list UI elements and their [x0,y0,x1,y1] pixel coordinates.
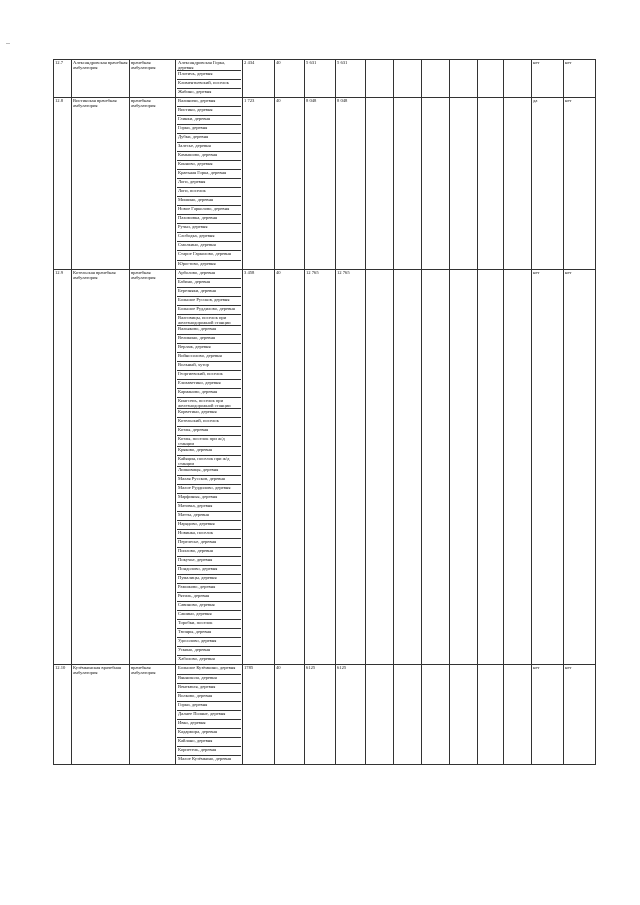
scan-mark [6,43,10,44]
table-row [54,665,596,765]
settlement-item: Краеьная Горка, деревня [177,170,241,179]
settlement-item: Верлаж, деревня [177,344,241,353]
flag-value-1: нет [532,269,564,665]
empty-cell [366,269,394,665]
visits-value-a: 12 765 [305,269,336,665]
settlement-item: Кайяцин, поселок при ж/д станции [177,456,241,467]
plan-value: 40 [275,60,305,98]
facility-name: Вистинская врачебная амбулатория [72,98,130,270]
visits-value-a: 5 631 [305,60,336,98]
settlement-item: Вальяково, деревня [177,326,241,335]
empty-cell [366,60,394,98]
settlement-item: Пондолово, деревня [177,566,241,575]
visits-value-b: 12 765 [336,269,366,665]
settlement-item: Матты, деревня [177,512,241,521]
settlement-item: Вистино, деревня [177,107,241,116]
flag-value-2: нет [564,98,596,270]
settlement-item: Карманово, деревня [177,389,241,398]
settlement-item: Вольный, хутор [177,362,241,371]
flag-value-1: нет [532,665,564,765]
flag-value-1: да [532,98,564,270]
empty-cell [504,665,532,765]
population-value: 2 434 [243,60,275,98]
settlement-item: Александровская Горка, деревня [177,60,241,71]
flag-value-2: нет [564,665,596,765]
settlement-item: Нарядово, деревня [177,521,241,530]
settlement-item: Плотичь, деревня [177,71,241,80]
facility-name: Котельская врачебная амбулатория [72,269,130,665]
plan-value: 40 [275,98,305,270]
settlement-item: Малое Кузёмкино, деревня [178,755,231,761]
plan-value: 40 [275,665,305,765]
settlement-item: Бабино, деревня [177,278,241,287]
settlement-item: Большое Руссков, деревня [177,296,241,305]
population-value: 1 723 [243,98,275,270]
settlement-item: Жабино, деревня [178,89,212,94]
empty-cell [450,665,478,765]
empty-cell [394,60,422,98]
visits-value-a: 6125 [305,665,336,765]
table-row [54,60,596,98]
settlement-list [176,665,243,765]
empty-cell [394,98,422,270]
facility-table [53,59,596,765]
settlement-item: Слободка, деревня [177,233,241,242]
settlement-item: Вяннокола, деревня [177,674,241,683]
visits-value-b: 6125 [336,665,366,765]
settlement-item: Котлы, деревня [177,427,241,436]
settlement-item: Кряково, деревня [177,447,241,456]
settlement-item: Матовка, деревня [177,503,241,512]
settlement-item: Мишино, деревня [177,197,241,206]
row-number: 12.8 [54,98,72,270]
settlement-item: Великино, деревня [177,335,241,344]
settlement-item: Валиничи, деревня [177,98,241,107]
visits-value-b: 8 048 [336,98,366,270]
settlement-item: Котельский, поселок [177,418,241,427]
settlement-item: Старое Гарколово, деревня [177,251,241,261]
settlement-item: Котлы, поселок при ж/д станции [177,436,241,447]
empty-cell [422,665,450,765]
settlement-item: Георгиевский, поселок [177,371,241,380]
row-number: 12.9 [54,269,72,665]
settlement-item: Большое Руддилово, деревня [177,305,241,315]
settlement-item: Корветино, деревня [177,409,241,418]
empty-cell [394,269,422,665]
empty-cell [422,269,450,665]
empty-cell [450,269,478,665]
settlement-item: Березняки, деревня [177,287,241,296]
empty-cell [450,98,478,270]
settlement-item: Глинки, деревня [177,116,241,125]
settlement-list [176,60,243,98]
empty-cell [450,60,478,98]
settlement-item: Валговицы, поселок при железнодорожной станции [177,315,241,326]
settlement-list [176,98,243,270]
settlement-item: Марфиньы, деревня [177,494,241,503]
facility-type: врачебная амбулатория [130,98,176,270]
settlement-item: Раможово, деревня [177,584,241,593]
settlement-item: Савиново, деревня [177,602,241,611]
settlement-item: Малое Руддилово, деревня [177,485,241,494]
settlement-item: Пахомовка, деревня [177,215,241,224]
settlement-item: Смолкино, деревня [177,242,241,251]
settlement-item: Малая Руссков, деревня [177,476,241,485]
settlement-item: Горки, деревня [177,125,241,134]
visits-value-a: 8 048 [305,98,336,270]
population-value: 3 458 [243,269,275,665]
settlement-item: Покучье, деревня [177,557,241,566]
settlement-item: Пумалицы, деревня [177,575,241,584]
facility-type: врачебная амбулатория [130,60,176,98]
settlement-item: Рятиль, деревня [177,593,241,602]
facility-type: врачебная амбулатория [130,269,176,665]
settlement-item: Липковицы, деревня [177,467,241,476]
settlement-item: Венекюля, деревня [177,683,241,692]
facility-name: Кузёмкинская врачебная амбулатория [72,665,130,765]
settlement-item: Ивко, деревня [177,719,241,728]
settlement-item: Хаболово, деревня [178,656,215,662]
settlement-item: Удосолово, деревня [177,638,241,647]
settlement-item: Пиллово, деревня [177,548,241,557]
settlement-item: Климентьевский, поселок [177,80,241,89]
settlement-item: Большое Кузёмкино, деревня [177,665,241,674]
empty-cell [394,665,422,765]
settlement-item: Юрогтово, деревня [178,260,216,266]
settlement-item: Арболово, деревня [177,270,241,279]
facility-type: врачебная амбулатория [130,665,176,765]
empty-cell [478,98,504,270]
settlement-item: Новинка, поселок [177,530,241,539]
settlement-item: Кадармора, деревня [177,728,241,737]
empty-cell [504,98,532,270]
settlement-item: Торобки, поселок [177,620,241,629]
row-number: 12.7 [54,60,72,98]
settlement-item: Сашино, деревня [177,611,241,620]
empty-cell [504,269,532,665]
flag-value-2: нет [564,60,596,98]
plan-value: 40 [275,269,305,665]
settlement-item: Кингсепь, поселок при железнодорожной станции [177,398,241,409]
settlement-item: Залесье, деревня [177,143,241,152]
settlement-item: Войносолово, деревня [177,353,241,362]
settlement-list [176,269,243,665]
settlement-item: Камышово, деревня [177,152,241,161]
row-number: 12.10 [54,665,72,765]
settlement-item: Перелесье, деревня [177,539,241,548]
settlement-item: Логи, деревня [177,179,241,188]
visits-value-b: 5 631 [336,60,366,98]
settlement-item: Ручьи, деревня [177,224,241,233]
empty-cell [478,269,504,665]
settlement-item: Дубки, деревня [177,134,241,143]
table-row [54,98,596,270]
facility-name: Александровская врачебная амбулатория [72,60,130,98]
empty-cell [504,60,532,98]
empty-cell [366,98,394,270]
empty-cell [478,60,504,98]
flag-value-2: нет [564,269,596,665]
settlement-item: Тюзяры, деревня [177,629,241,638]
settlement-item: Далнее Поляне, деревня [177,710,241,719]
flag-value-1: нет [532,60,564,98]
settlement-item: Елизаветино, деревня [177,380,241,389]
settlement-item: Ускино, деревня [177,647,241,656]
settlement-item: Горки, деревня [177,701,241,710]
settlement-item: Конново, деревня [177,161,241,170]
empty-cell [422,98,450,270]
table-row [54,269,596,665]
empty-cell [478,665,504,765]
settlement-item: Корпетель, деревня [177,746,241,755]
settlement-item: Волково, деревня [177,692,241,701]
settlement-item: Логи, поселок [177,188,241,197]
empty-cell [366,665,394,765]
settlement-item: Новое Гарколово, деревня [177,206,241,215]
population-value: 1785 [243,665,275,765]
empty-cell [422,60,450,98]
settlement-item: Кайлано, деревня [177,737,241,746]
